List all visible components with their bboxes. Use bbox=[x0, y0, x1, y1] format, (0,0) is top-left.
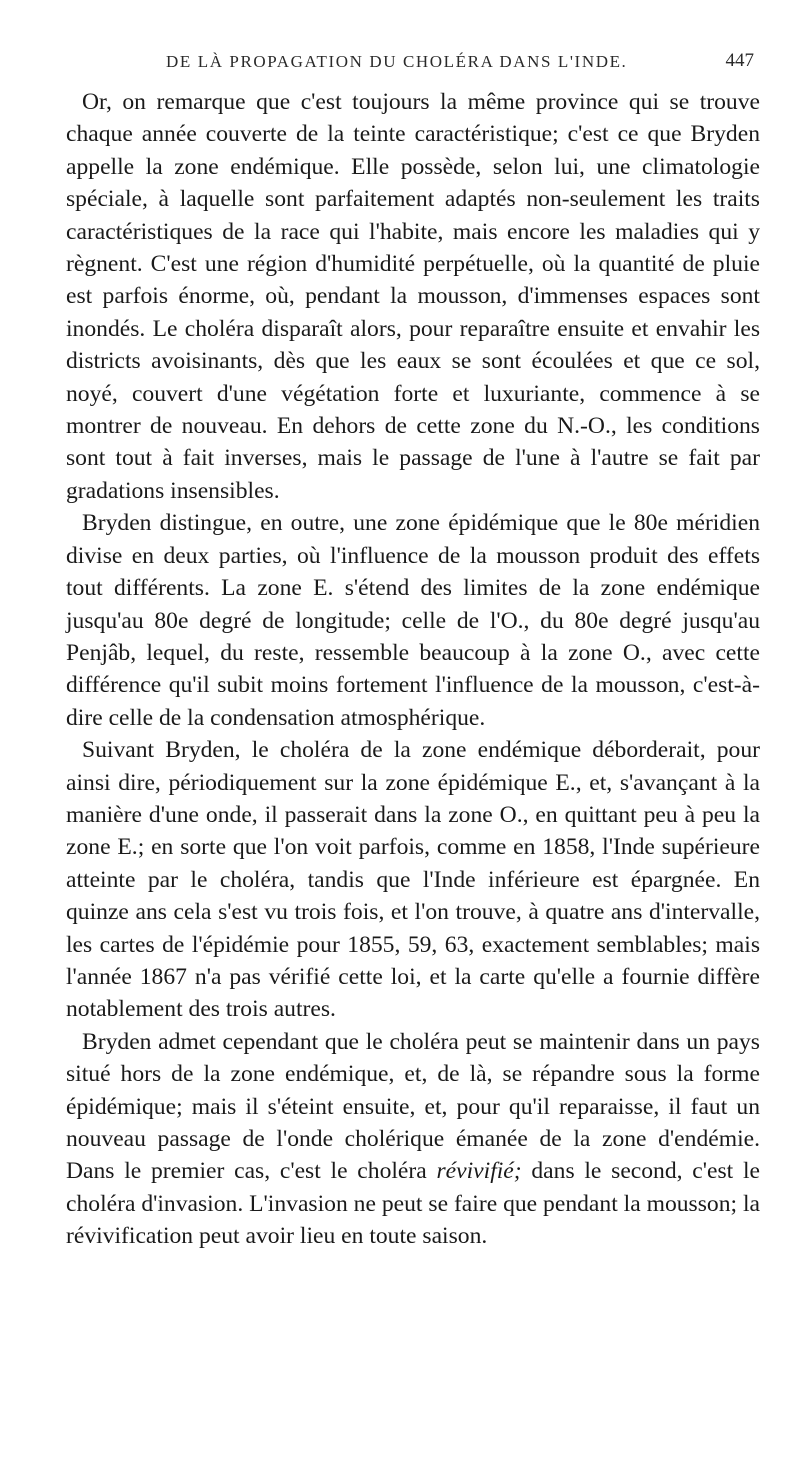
paragraph: Suivant Bryden, le choléra de la zone endémique déborderait, pour ainsi dire, périodiquement sur la zone épidémique E., et, s'avançant à la manière d'une onde, il passerait dans la zone O., en quittant peu à peu la zone E.; en sorte que l'on voit parfois, comme en 1858, l'Inde supérieure atteinte par le choléra, tandis que l'Inde inférieure est épargnée. En quinze ans cela s'est vu trois fois, et l'on trouve, à quatre ans d'intervalle, les cartes de l'épidémie pour 1855, 59, 63, exactement semblables; mais l'année 1867 n'a pas vérifié cette loi, et la carte qu'elle a fournie diffère notablement des trois autres. bbox=[66, 737, 760, 1023]
running-head bbox=[66, 48, 760, 78]
body-text bbox=[66, 86, 760, 1253]
running-head-title: DE LÀ PROPAGATION DU CHOLÉRA DANS L'INDE. bbox=[166, 52, 628, 71]
page-number: 447 bbox=[725, 50, 754, 71]
paragraph bbox=[66, 1026, 760, 1253]
paragraph: Bryden distingue, en outre, une zone épidémique que le 80e méridien divise en deux parties, où l'influence de la mousson produit des effets tout différents. La zone E. s'étend des limites de la zone endémique jusqu'au 80e degré de longitude; celle de l'O., du 80e degré jusqu'au Penjâb, lequel, du reste, ressemble beaucoup à la zone O., avec cette différence qu'il subit moins fortement l'influence de la mousson, c'est-à-dire celle de la condensation atmosphérique. bbox=[66, 510, 760, 731]
paragraph-text: Bryden admet cependant que le choléra peut se maintenir dans un pays situé hors de la zone endémique, et, de là, se répandre sous la forme épidémique; mais il s'éteint ensuite, et, pour qu'il reparaisse, il faut un nouveau passage de l'onde cholérique émanée de la zone d'endémie. Dans le premier cas, c'est le choléra bbox=[66, 1028, 760, 1185]
paragraph-text: dans le second, c'est le choléra d'invasion. L'invasion ne peut se faire que pendant la mousson; la révivification peut avoir lieu en toute saison. bbox=[66, 1158, 760, 1250]
emphasized-term: révivifié; bbox=[436, 1158, 522, 1185]
paragraph: Or, on remarque que c'est toujours la même province qui se trouve chaque année couverte de la teinte caractéristique; c'est ce que Bryden appelle la zone endémique. Elle possède, selon lui, une climatologie spéciale, à laquelle sont parfaitement adaptés non-seulement les traits caractéristiques de la race qui l'habite, mais encore les maladies qui y règnent. C'est une région d'humidité perpétuelle, où la quantité de pluie est parfois énorme, où, pendant la mousson, d'immenses espaces sont inondés. Le choléra disparaît alors, pour reparaître ensuite et envahir les districts avoisinants, dès que les eaux se sont écoulées et que ce sol, noyé, couvert d'une végétation forte et luxuriante, commence à se montrer de nouveau. En dehors de cette zone du N.-O., les conditions sont tout à fait inverses, mais le passage de l'une à l'autre se fait par gradations insensibles. bbox=[66, 89, 760, 504]
book-page bbox=[66, 48, 760, 1253]
